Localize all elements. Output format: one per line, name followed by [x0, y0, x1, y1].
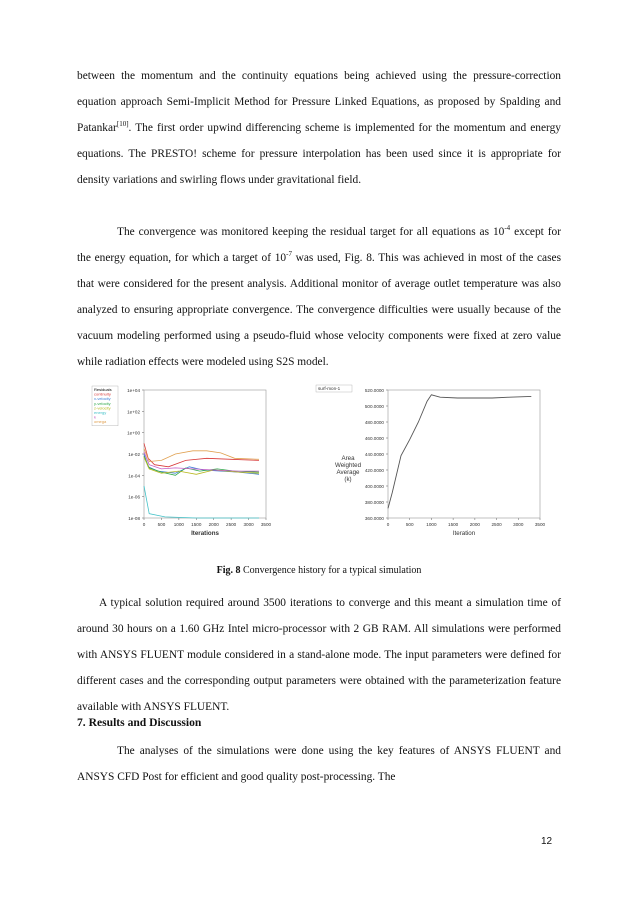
legend-entry: y-velocity [94, 400, 111, 406]
x-tick-label: 3000 [513, 522, 524, 527]
figure-caption: Fig. 8 Convergence history for a typical simulation [216, 565, 422, 576]
y-axis-label: Area [341, 455, 355, 462]
legend-entry: energy [94, 410, 107, 415]
x-tick-label: 1000 [426, 522, 437, 527]
x-tick-label: 3000 [243, 522, 254, 527]
surface-monitor-chart-svg [314, 382, 560, 552]
y-tick-label: 440.0000 [364, 452, 384, 457]
x-tick-label: 1500 [448, 522, 459, 527]
paragraph-1: between the momentum and the continuity equations being achieved using the pressure-correction equation approach Semi-Implicit Method for Pressure Linked Equations, as proposed by Spalding and Patankar[10]. The first order upwind differencing scheme is implemented for the momentum and energy equations. The PRESTO! scheme for pressure interpolation has been used since it is appropriate for density variations and swirling flows under gravitational field. [77, 70, 561, 186]
y-tick-label: 500.0000 [364, 404, 384, 409]
y-tick-label: 460.0000 [364, 436, 384, 441]
section-heading: 7. Results and Discussion [77, 716, 202, 729]
x-tick-label: 500 [405, 522, 414, 527]
x-tick-label: 2000 [208, 522, 219, 527]
page-number: 12 [541, 836, 553, 847]
paragraph-4: The analyses of the simulations were done using the key features of ANSYS FLUENT and ANSYS CFD Post for efficient and good quality post-processing. The [77, 745, 561, 783]
x-tick-label: 500 [157, 522, 166, 527]
x-tick-label: 3500 [534, 522, 546, 527]
y-tick-label: 1e+04 [127, 388, 140, 393]
x-tick-label: 0 [142, 522, 146, 527]
legend-entry: omega [94, 419, 107, 425]
plot-frame [388, 390, 540, 518]
legend-entry: k [94, 414, 96, 420]
legend-entry: x-velocity [94, 396, 111, 402]
y-tick-label: 420.0000 [364, 468, 384, 473]
y-tick-label: 1e+02 [127, 409, 140, 415]
x-tick-label: 0 [386, 522, 390, 527]
x-tick-label: 2500 [491, 522, 502, 527]
legend-entry: z-velocity [94, 405, 111, 411]
y-tick-label: 480.0000 [364, 420, 384, 425]
y-tick-label: 1e-06 [128, 494, 140, 500]
y-tick-label: 380.0000 [364, 500, 384, 505]
y-tick-label: 360.0000 [364, 516, 384, 521]
y-tick-label: 1e-02 [128, 452, 140, 457]
x-axis-label: Iterations [191, 530, 219, 537]
x-tick-label: 1000 [173, 522, 184, 527]
y-axis-label: (k) [344, 476, 352, 483]
surface-monitor-chart [314, 382, 560, 552]
legend-entry: Residuals [94, 387, 112, 392]
legend-entry: surf-mon-1 [318, 386, 341, 391]
y-tick-label: 400.0000 [364, 484, 384, 489]
x-tick-label: 3500 [260, 522, 272, 527]
residuals-chart-svg [88, 382, 288, 552]
x-axis-label: Iteration [452, 530, 476, 537]
y-axis-label: Average [336, 469, 360, 476]
y-tick-label: 1e-04 [128, 473, 140, 479]
paragraph-2: The convergence was monitored keeping the residual target for all equations as $10^{-4}$ except for the energy equation, for which a target of $10^{-7}$ was used, Fig. 8. This was achieved in most of the cases that were considered for the present analysis. Additional monitor of average outlet temperature was also analyzed to ensuring appropriate convergence. The convergence difficulties were usually because of the vacuum modeling performed using a pseudo-fluid whose velocity components were fixed at zero value while radiation effects were modeled using S2S model. [77, 224, 561, 368]
legend-entry: continuity [94, 391, 111, 397]
plot-frame [144, 390, 266, 518]
x-tick-label: 2500 [226, 522, 237, 527]
y-axis-label: Weighted [334, 462, 362, 469]
y-tick-label: 1e+00 [127, 430, 140, 436]
y-tick-label: 520.0000 [364, 388, 384, 393]
residuals-chart [88, 382, 288, 552]
x-tick-label: 2000 [469, 522, 480, 527]
paragraph-3: A typical solution required around 3500 iterations to converge and this meant a simulation time of around 30 hours on a 1.60 GHz Intel micro-processor with 2 GB RAM. All simulations were performed with ANSYS FLUENT module considered in a stand-alone mode. The input parameters were defined for different cases and the corresponding output parameters were obtained with the parameterization feature available with ANSYS FLUENT. [77, 597, 561, 713]
x-tick-label: 1500 [191, 522, 202, 527]
y-tick-label: 1e-08 [128, 516, 140, 521]
